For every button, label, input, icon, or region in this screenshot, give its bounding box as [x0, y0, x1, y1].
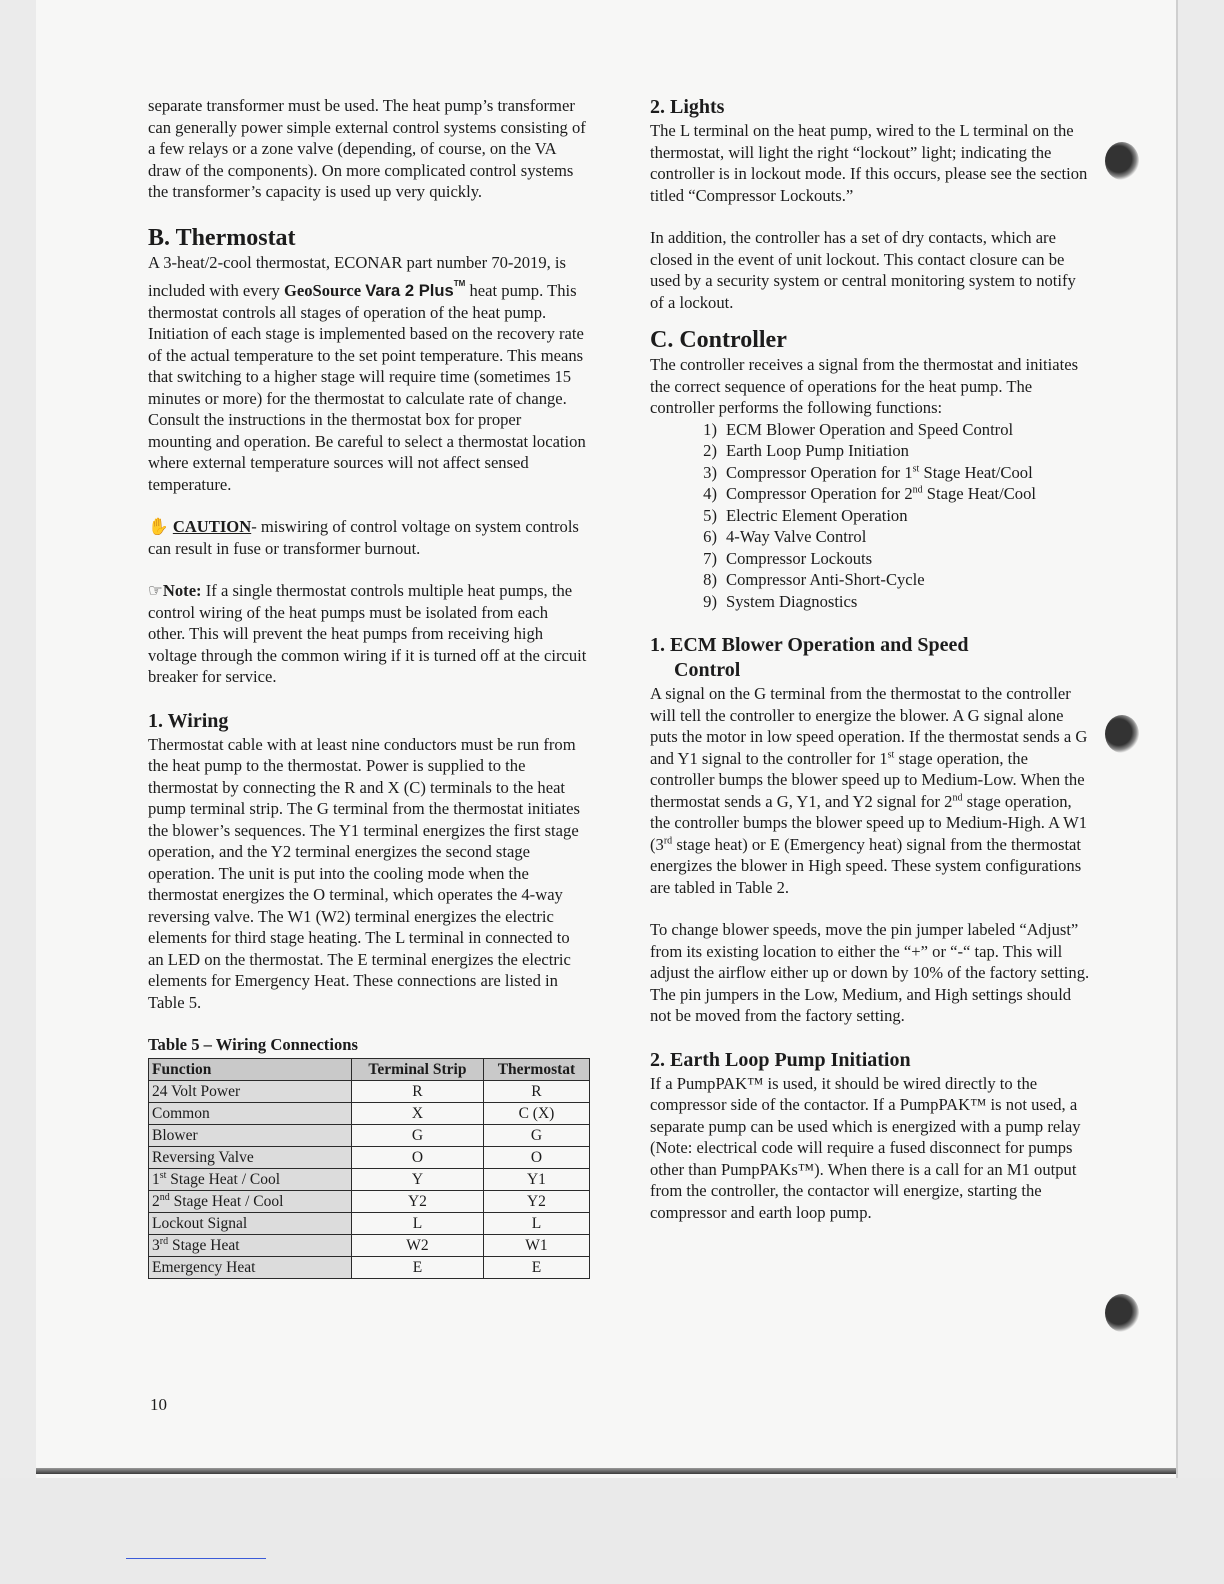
thermostat-paragraph: A 3-heat/2-cool thermostat, ECONAR part number 70-2019, is included with every GeoSource Vara 2 Plus™ heat pump. This thermostat controls all stages of operation of the heat pump. Initiation of each stage is implemented based on the recovery rate of the actual temperature to the set point temperature. This means that switching to a higher stage will require time (sometimes 15 minutes or more) for the thermostat to calculate rate of change. Consult the instructions in the thermostat box for proper mounting and operation. Be careful to select a thermostat location where external temperature sources will not affect sensed temperature.	[148, 252, 586, 494]
function-cell: Blower	[149, 1124, 352, 1146]
wiring-paragraph: Thermostat cable with at least nine conductors must be run from the heat pump to the thermostat. Power is supplied to the thermostat by connecting the R and X (C) terminals to the heat pump terminal strip. The G terminal from the thermostat initiates the blower’s sequences. The Y1 terminal energizes the first stage operation, and the Y2 terminal energizes the second stage operation. The unit is put into the cooling mode when the thermostat energizes the O terminal, which operates the 4-way reversing valve. The W1 (W2) terminal energizes the electric elements for third stage heating. The L terminal in connected to an LED on the thermostat. The E terminal energizes the electric elements for Emergency Heat. These connections are listed in Table 5.	[148, 734, 580, 1012]
function-list	[650, 419, 1090, 613]
earth-loop-paragraph: If a PumpPAK™ is used, it should be wired directly to the compressor side of the contactor. If a PumpPAK™ is not used, a separate pump can be used which is energized with a pump relay (Note: electrical code will require a fused disconnect for pumps other than PumpPAKs™). When there is a call for an M1 output from the controller, the contactor will energize, starting the compressor and earth loop pump.	[650, 1073, 1081, 1222]
lights-paragraph: The L terminal on the heat pump, wired to the L terminal on the thermostat, will light the right “lockout” light; indicating the controller is in lockout mode. If this occurs, please see the section titled “Compressor Lockouts.”	[650, 121, 1088, 205]
list-item: 2) Earth Loop Pump Initiation	[703, 441, 909, 460]
list-item: 5) Electric Element Operation	[703, 505, 908, 525]
controller-intro: The controller receives a signal from the thermostat and initiates the correct sequence of operations for the heat pump. The controller performs the following functions:	[650, 355, 1079, 417]
table-header: Terminal Strip	[352, 1058, 484, 1080]
right-column	[650, 95, 1090, 1223]
terminal-strip-cell: O	[352, 1146, 484, 1168]
function-cell: 1st Stage Heat / Cool	[149, 1168, 352, 1190]
ecm-paragraph-2: To change blower speeds, move the pin jumper labeled “Adjust” from its existing location to either the “+” or “-“ tap. This will adjust the airflow either up or down by 10% of the factory setting. The pin jumpers in the Low, Medium, and High settings should not be moved from the factory setting.	[650, 920, 1090, 1025]
controller-heading: C. Controller	[650, 327, 787, 353]
function-cell: 2nd Stage Heat / Cool	[149, 1190, 352, 1212]
function-cell: Lockout Signal	[149, 1212, 352, 1234]
list-item: 3) Compressor Operation for 1st Stage Heat/Cool	[703, 462, 1033, 482]
table-caption: Table 5 – Wiring Connections	[148, 1035, 358, 1054]
table-row	[149, 1080, 590, 1102]
thermostat-cell: Y2	[483, 1190, 589, 1212]
caution-paragraph: ✋ CAUTION- miswiring of control voltage on system controls can result in fuse or transformer burnout.	[148, 517, 579, 558]
terminal-strip-cell: Y2	[352, 1190, 484, 1212]
note-label: Note:	[162, 581, 202, 600]
wiring-table	[148, 1058, 590, 1279]
table-row	[149, 1102, 590, 1124]
list-item: 6) 4-Way Valve Control	[703, 527, 867, 546]
table-row	[149, 1212, 590, 1234]
table-row	[149, 1168, 590, 1190]
note-paragraph: ☞Note: If a single thermostat controls multiple heat pumps, the control wiring of the heat pumps must be isolated from each other. This will prevent the heat pumps from receiving high voltage through the common wiring if it is turned off at the circuit breaker for service.	[148, 581, 587, 686]
thermostat-cell: W1	[483, 1234, 589, 1256]
intro-paragraph: separate transformer must be used. The heat pump’s transformer can generally power simple external control systems consisting of a few relays or a zone valve (depending, of course, on the VA draw of the components). On more complicated control systems the transformer’s capacity is used up very quickly.	[148, 96, 586, 201]
caution-label: CAUTION	[172, 517, 252, 536]
table-row	[149, 1190, 590, 1212]
pointing-hand-icon: ☞	[148, 581, 163, 600]
brand-model: Vara 2 Plus	[365, 281, 454, 300]
terminal-strip-cell: X	[352, 1102, 484, 1124]
thermostat-cell: E	[483, 1256, 589, 1278]
thermostat-cell: Y1	[483, 1168, 589, 1190]
list-item: 7) Compressor Lockouts	[703, 548, 873, 568]
binder-hole-icon	[1105, 142, 1139, 180]
ecm-heading: 1. ECM Blower Operation and Speed Control	[650, 634, 969, 681]
ecm-paragraph: A signal on the G terminal from the thermostat to the controller will tell the controller to energize the blower. A G signal alone puts the motor in low speed operation. If the thermostat sends a G and Y1 signal to the controller for 1st stage operation, the controller bumps the blower speed up to Medium-Low. When the thermostat sends a G, Y1, and Y2 signal for 2nd stage operation, the controller bumps the blower speed up to Medium-High. A W1 (3rd stage heat) or E (Emergency heat) signal from the thermostat energizes the blower in High speed. These system configurations are tabled in Table 2.	[650, 684, 1088, 897]
thermostat-cell: O	[483, 1146, 589, 1168]
function-cell: Reversing Valve	[149, 1146, 352, 1168]
table-row	[149, 1146, 590, 1168]
left-column	[148, 95, 588, 1279]
thermostat-cell: R	[483, 1080, 589, 1102]
terminal-strip-cell: E	[352, 1256, 484, 1278]
list-item: 9) System Diagnostics	[703, 591, 858, 611]
binder-hole-icon	[1105, 1294, 1139, 1332]
trademark-mark: TM	[453, 279, 466, 288]
table-row	[149, 1234, 590, 1256]
thermostat-cell: C (X)	[483, 1102, 589, 1124]
list-item: 8) Compressor Anti-Short-Cycle	[703, 570, 925, 589]
thermostat-cell: G	[483, 1124, 589, 1146]
table-header: Function	[149, 1058, 352, 1080]
binder-hole-icon	[1105, 715, 1139, 753]
function-cell: 3rd Stage Heat	[149, 1234, 352, 1256]
list-item: 4) Compressor Operation for 2nd Stage Heat/Cool	[703, 484, 1037, 503]
hand-icon: ✋	[148, 517, 169, 536]
wiring-heading: 1. Wiring	[148, 709, 229, 732]
page-edge	[36, 1468, 1176, 1474]
terminal-strip-cell: W2	[352, 1234, 484, 1256]
thermostat-cell: L	[483, 1212, 589, 1234]
function-cell: 24 Volt Power	[149, 1080, 352, 1102]
terminal-strip-cell: L	[352, 1212, 484, 1234]
function-cell: Emergency Heat	[149, 1256, 352, 1278]
table-row	[149, 1124, 590, 1146]
scan-background	[0, 1478, 1224, 1584]
table-header: Thermostat	[483, 1058, 589, 1080]
brand-name: GeoSource	[283, 281, 362, 300]
terminal-strip-cell: G	[352, 1124, 484, 1146]
page-number: 10	[150, 1395, 167, 1414]
table-row	[149, 1256, 590, 1278]
terminal-strip-cell: R	[352, 1080, 484, 1102]
terminal-strip-cell: Y	[352, 1168, 484, 1190]
lights-heading: 2. Lights	[650, 96, 725, 118]
list-item: 1) ECM Blower Operation and Speed Control	[703, 419, 1014, 439]
earth-loop-heading: 2. Earth Loop Pump Initiation	[650, 1048, 911, 1071]
lights-paragraph-2: In addition, the controller has a set of dry contacts, which are closed in the event of unit lockout. This contact closure can be used by a security system or central monitoring system to notify of a lockout.	[650, 228, 1076, 312]
function-cell: Common	[149, 1102, 352, 1124]
scan-artifact-line	[126, 1558, 266, 1559]
thermostat-heading: B. Thermostat	[148, 224, 296, 251]
